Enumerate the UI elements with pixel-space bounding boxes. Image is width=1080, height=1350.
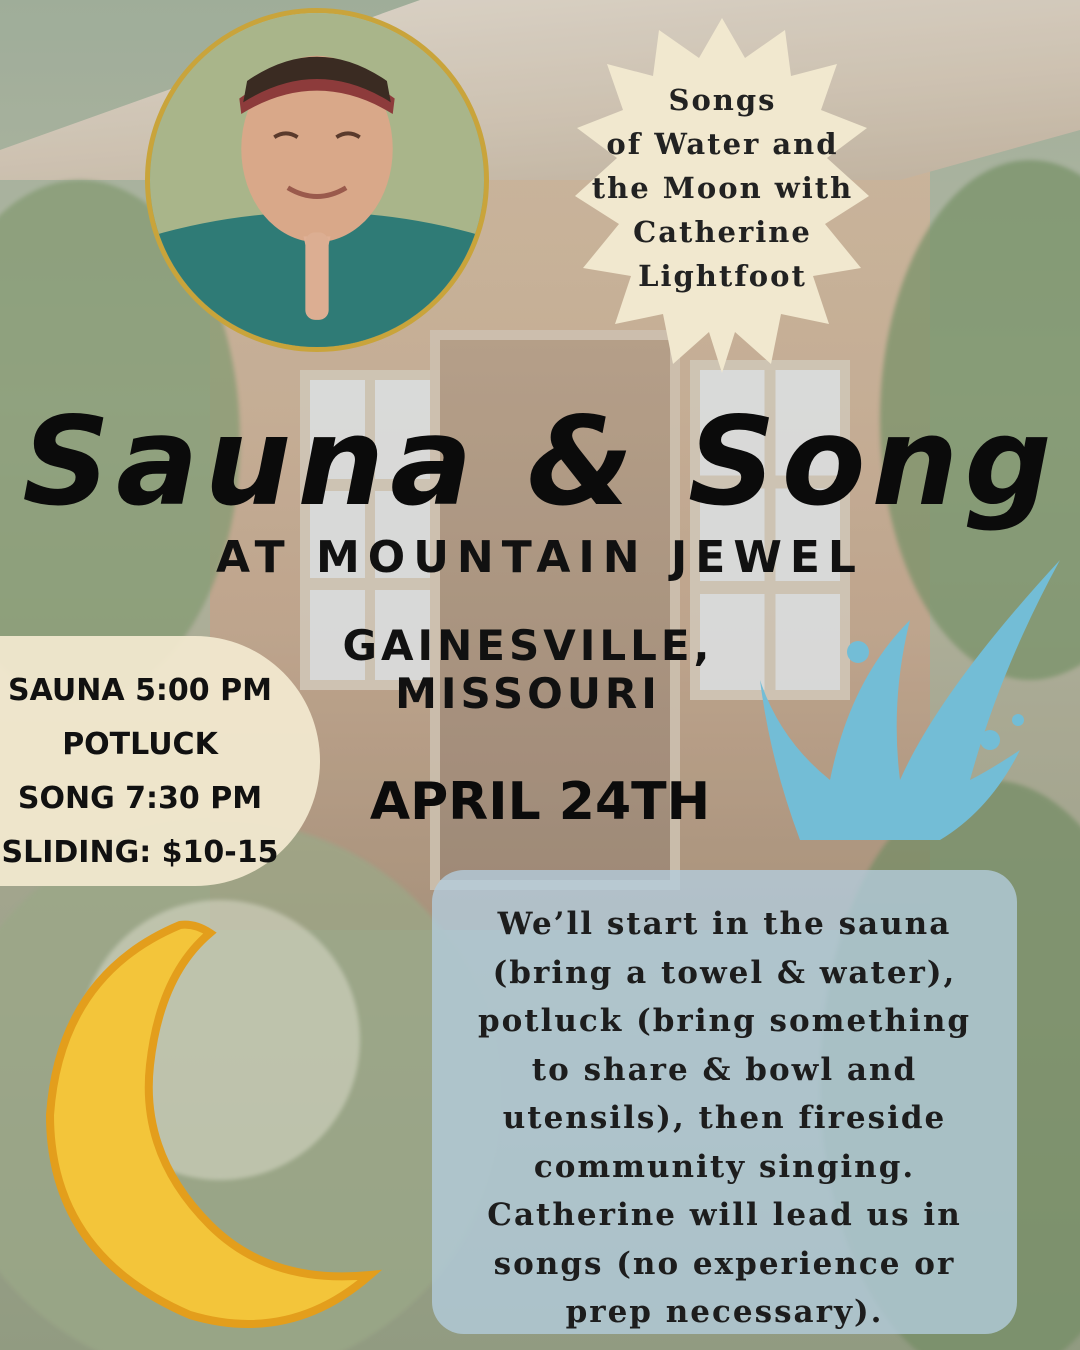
description-line: (bring a towel & water), [492, 954, 957, 991]
description-line: to share & bowl and [531, 1051, 918, 1088]
starburst-line: of Water and [606, 127, 839, 161]
location-line: MISSOURI [395, 669, 661, 718]
description-line: prep necessary). [565, 1294, 884, 1330]
starburst-text [575, 78, 870, 298]
description-line: potluck (bring something [477, 1003, 972, 1039]
description-line: We’ll start in the sauna [497, 906, 952, 942]
description-line: songs (no experience or [493, 1245, 956, 1282]
event-date: APRIL 24TH [369, 772, 711, 832]
schedule-item: SAUNA 5:00 PM [8, 673, 272, 708]
schedule-item: POTLUCK [62, 727, 218, 762]
description-line: community singing. [533, 1148, 916, 1185]
starburst-badge [575, 18, 870, 373]
location-line: GAINESVILLE, [342, 621, 714, 670]
event-subtitle: AT MOUNTAIN JEWEL [216, 532, 864, 583]
water-splash-icon [740, 540, 1080, 850]
description-line: utensils), then fireside [502, 1100, 947, 1136]
event-title: Sauna & Song [22, 391, 1058, 533]
description-text [432, 900, 1017, 1337]
schedule-item: SONG 7:30 PM [17, 781, 263, 816]
schedule-list [0, 664, 280, 880]
portrait-illustration [150, 13, 484, 347]
starburst-line: Songs [668, 83, 777, 117]
starburst-line: Catherine [633, 215, 812, 249]
crescent-moon-icon [20, 915, 400, 1335]
description-line: Catherine will lead us in [487, 1197, 962, 1233]
portrait-photo [145, 8, 489, 352]
starburst-line: Lightfoot [638, 259, 807, 293]
schedule-item: SLIDING: $10-15 [1, 835, 279, 870]
starburst-line: the Moon with [591, 171, 854, 205]
event-location [298, 622, 758, 718]
